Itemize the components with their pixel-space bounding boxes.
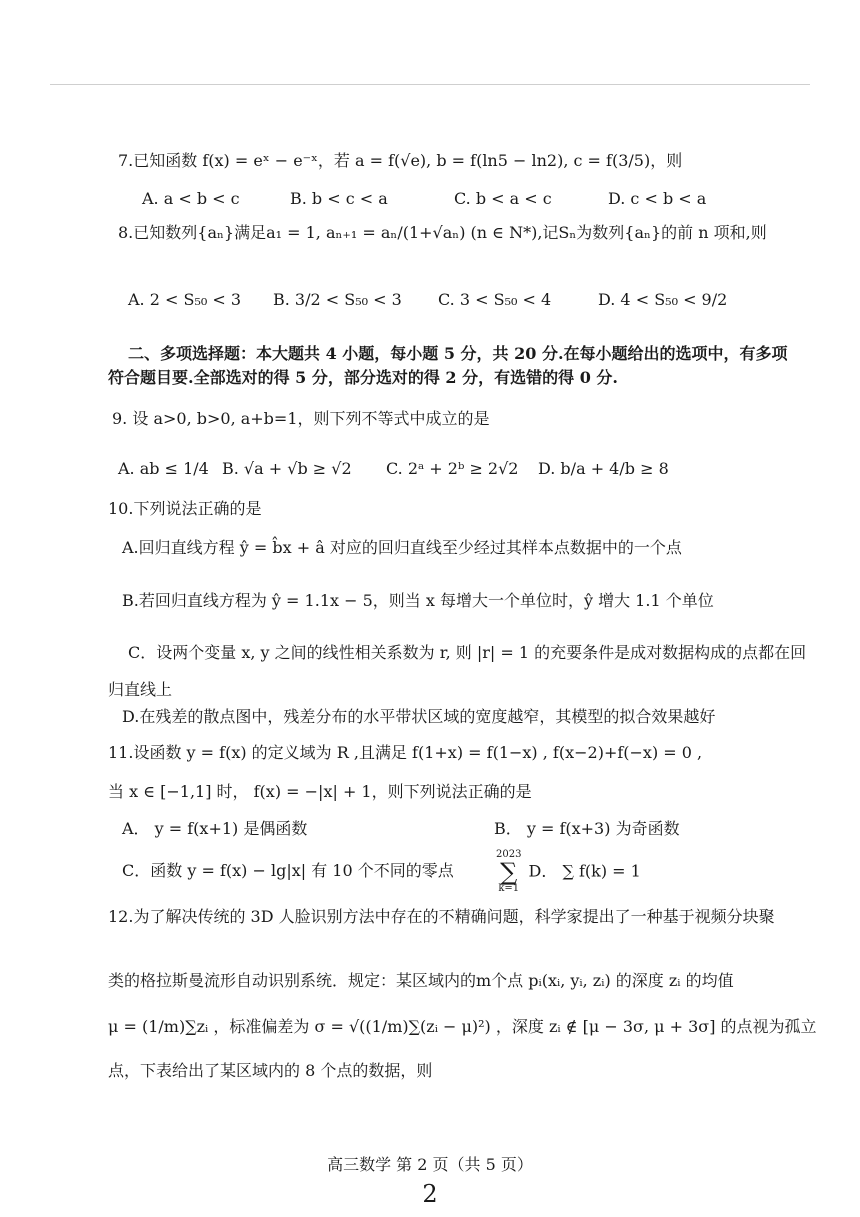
q11-option-d-text: D． ∑ f(k) = 1 [528,861,641,881]
q11-sum-symbol: 2023 ∑ k=1 [496,849,522,894]
q11-stem-line1: 11.设函数 y = f(x) 的定义域为 R ,且满足 f(1+x) = f(1−x) , f(x−2)+f(−x) = 0 , [108,743,703,762]
q10-option-d: D.在残差的散点图中，残差分布的水平带状区域的宽度越窄，其模型的拟合效果越好 [122,707,716,726]
footer-page-number: 2 [422,1180,438,1208]
q8-option-c: C. 3 < S₅₀ < 4 [438,290,552,309]
q11-option-c: C．函数 y = f(x) − lg|x| 有 10 个不同的零点 [122,861,454,880]
q11-option-a: A． y = f(x+1) 是偶函数 [122,819,308,838]
q12-line3: μ = (1/m)∑zᵢ ，标准偏差为 σ = √((1/m)∑(zᵢ − μ)²) ，深度 zᵢ ∉ [μ − 3σ, μ + 3σ] 的点视为孤立 [108,1017,817,1036]
q7-option-a: A. a < b < c [142,189,240,208]
q12-line2: 类的格拉斯曼流形自动识别系统．规定：某区域内的m个点 pᵢ(xᵢ, yᵢ, zᵢ) 的深度 zᵢ 的均值 [108,971,734,990]
q11-stem-line2: 当 x ∈ [−1,1] 时， f(x) = −|x| + 1，则下列说法正确的是 [108,782,532,801]
q12-line1: 12.为了解决传统的 3D 人脸识别方法中存在的不精确问题，科学家提出了一种基于视频分块聚 [108,907,775,926]
footer-page-label: 高三数学 第 2 页（共 5 页） [327,1155,533,1174]
q12-line4: 点，下表给出了某区域内的 8 个点的数据，则 [108,1061,433,1080]
q9-option-c: C. 2ᵃ + 2ᵇ ≥ 2√2 [386,459,519,478]
q8-stem: 8.已知数列{aₙ}满足a₁ = 1, aₙ₊₁ = aₙ/(1+√aₙ) (n ∈ N*),记Sₙ为数列{aₙ}的前 n 项和,则 [118,223,767,242]
q7-option-b: B. b < c < a [290,189,388,208]
header-rule [50,84,810,85]
q10-option-a: A.回归直线方程 ŷ = b̂x + â 对应的回归直线至少经过其样本点数据中的一个点 [122,538,682,557]
section2-line2: 符合题目要.全部选对的得 5 分，部分选对的得 2 分，有选错的得 0 分. [108,368,618,387]
q11-option-d [494,850,641,894]
q7-option-d: D. c < b < a [608,189,707,208]
q8-option-d: D. 4 < S₅₀ < 9/2 [598,290,728,309]
q10-stem: 10.下列说法正确的是 [108,499,262,518]
section2-line1: 二、多项选择题：本大题共 4 小题，每小题 5 分，共 20 分.在每小题给出的选项中，有多项 [128,344,788,363]
q9-stem: 9. 设 a>0, b>0, a+b=1，则下列不等式中成立的是 [112,409,490,428]
q8-option-a: A. 2 < S₅₀ < 3 [128,290,242,309]
q7-stem: 7.已知函数 f(x) = eˣ − e⁻ˣ，若 a = f(√e), b = f(ln5 − ln2), c = f(3/5)，则 [118,151,683,170]
q7-option-c: C. b < a < c [454,189,552,208]
q11-option-b: B． y = f(x+3) 为奇函数 [494,819,680,838]
q9-option-b: B. √a + √b ≥ √2 [222,459,352,478]
q9-option-d: D. b/a + 4/b ≥ 8 [538,459,669,478]
q10-option-c-line1: C．设两个变量 x, y 之间的线性相关系数为 r, 则 |r| = 1 的充要条件是成对数据构成的点都在回 [128,643,807,662]
q9-option-a: A. ab ≤ 1/4 [118,459,209,478]
q10-option-c-line2: 归直线上 [108,680,173,699]
q10-option-b: B.若回归直线方程为 ŷ = 1.1x − 5，则当 x 每增大一个单位时，ŷ 增大 1.1 个单位 [122,591,714,610]
q8-option-b: B. 3/2 < S₅₀ < 3 [273,290,402,309]
